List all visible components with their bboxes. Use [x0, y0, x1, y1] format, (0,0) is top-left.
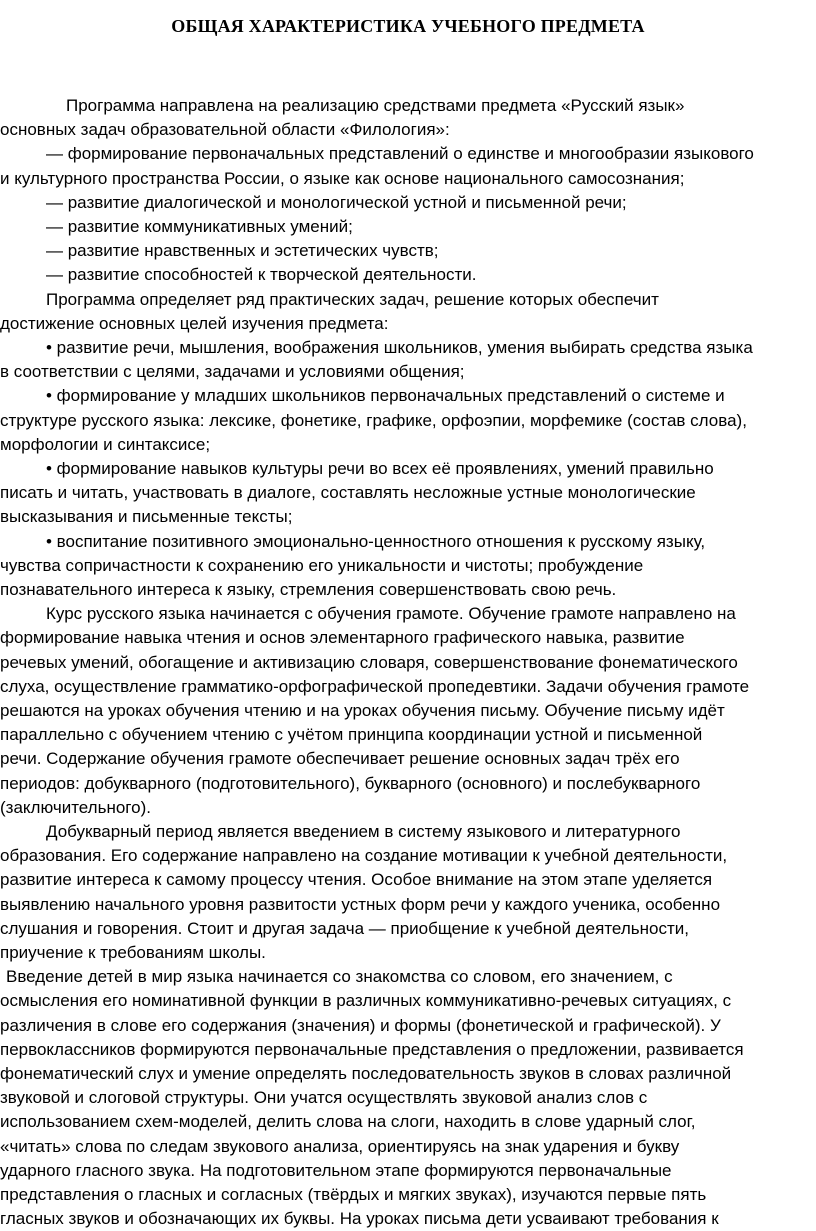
text-line: представления о гласных и согласных (твёрдых и мягких звуках), изучаются первые пять [0, 1185, 707, 1204]
text-line: — развитие диалогической и монологической устной и письменной речи; [46, 192, 627, 212]
text-line: основных задач образовательной области «Филология»: [0, 120, 450, 140]
document-title: ОБЩАЯ ХАРАКТЕРИСТИКА УЧЕБНОГО ПРЕДМЕТА [171, 16, 645, 36]
text-line: выявлению начального уровня развитости устных форм речи у каждого ученика, особенно [0, 894, 721, 914]
text-line: — развитие коммуникативных умений; [46, 217, 353, 236]
text-line: • воспитание позитивного эмоционально-ценностного отношения к русскому языку, [46, 531, 706, 551]
text-line: слушания и говорения. Стоит и другая задача — приобщение к учебной деятельности, [0, 918, 689, 938]
text-line: Введение детей в мир языка начинается со знакомства со словом, его значением, с [6, 967, 673, 987]
text-line: фонематический слух и умение определять последовательность звуков в словах различной [0, 1064, 732, 1083]
text-line: гласных звуков и обозначающих их буквы. На уроках письма дети усваивают требования к [0, 1209, 719, 1229]
text-line: познавательного интереса к языку, стремления совершенствовать свою речь. [0, 580, 617, 599]
text-line: • формирование у младших школьников первоначальных представлений о системе и [46, 386, 725, 406]
text-line: речи. Содержание обучения грамоте обеспечивает решение основных задач трёх его [0, 749, 680, 769]
text-line: первоклассников формируются первоначальные представления о предложении, развивается [0, 1039, 744, 1059]
text-line: «читать» слова по следам звукового анализа, ориентируясь на знак ударения и букву [0, 1136, 680, 1156]
text-line: • развитие речи, мышления, воображения школьников, умения выбирать средства языка [46, 338, 753, 357]
text-line: • формирование навыков культуры речи во всех её проявлениях, умений правильно [46, 459, 714, 478]
text-line: приучение к требованиям школы. [0, 943, 266, 962]
text-line: чувства сопричастности к сохранению его уникальности и чистоты; пробуждение [0, 555, 644, 575]
text-line: и культурного пространства России, о языке как основе национального самосознания; [0, 168, 685, 188]
text-line: высказывания и письменные тексты; [0, 507, 293, 527]
text-line: различения в слове его содержания (значения) и формы (фонетической и графической). У [0, 1015, 721, 1035]
text-line: формирование навыка чтения и основ элементарного графического навыка, развитие [0, 628, 685, 648]
text-line: — развитие нравственных и эстетических чувств; [46, 241, 439, 261]
text-line: слуха, осуществление грамматико-орфографической пропедевтики. Задачи обучения грамоте [0, 676, 750, 696]
text-line: использованием схем-моделей, делить слова на слоги, находить в слове ударный слог, [0, 1112, 696, 1132]
text-line: решаются на уроках обучения чтению и на уроках обучения письму. Обучение письму идёт [0, 701, 725, 720]
text-line: структуре русского языка: лексике, фонетике, графике, орфоэпии, морфемике (состав слова), [0, 410, 747, 430]
text-line: речевых умений, обогащение и активизацию словаря, совершенствование фонематического [0, 652, 738, 672]
text-line: звуковой и слоговой структуры. Они учатся осуществлять звуковой анализ слов с [0, 1088, 648, 1108]
text-line: развитие интереса к самому процессу чтения. Особое внимание на этом этапе уделяется [0, 870, 713, 890]
text-line: писать и читать, участвовать в диалоге, составлять несложные устные монологические [0, 483, 696, 503]
text-line: Курс русского языка начинается с обучения грамоте. Обучение грамоте направлено на [46, 604, 736, 624]
text-line: Программа направлена на реализацию средствами предмета «Русский язык» [66, 96, 685, 115]
text-line: Программа определяет ряд практических задач, решение которых обеспечит [46, 289, 659, 309]
text-line: образования. Его содержание направлено на создание мотивации к учебной деятельности, [0, 846, 728, 866]
text-line: в соответствии с целями, задачами и условиями общения; [0, 362, 465, 382]
text-line: — формирование первоначальных представлений о единстве и многообразии языкового [46, 144, 754, 164]
text-line: Добукварный период является введением в систему языкового и литературного [46, 822, 681, 841]
text-line: осмысления его номинативной функции в различных коммуникативно-речевых ситуациях, с [0, 991, 732, 1011]
text-line: — развитие способностей к творческой деятельности. [46, 265, 477, 285]
text-line: морфологии и синтаксисе; [0, 434, 211, 454]
text-line: ударного гласного звука. На подготовительном этапе формируются первоначальные [0, 1160, 672, 1180]
text-line: параллельно с обучением чтению с учётом принципа координации устной и письменной [0, 725, 703, 745]
text-line: (заключительного). [0, 797, 151, 817]
text-line: достижение основных целей изучения предмета: [0, 313, 389, 333]
text-line: периодов: добукварного (подготовительного), букварного (основного) и послебукварного [0, 773, 701, 793]
